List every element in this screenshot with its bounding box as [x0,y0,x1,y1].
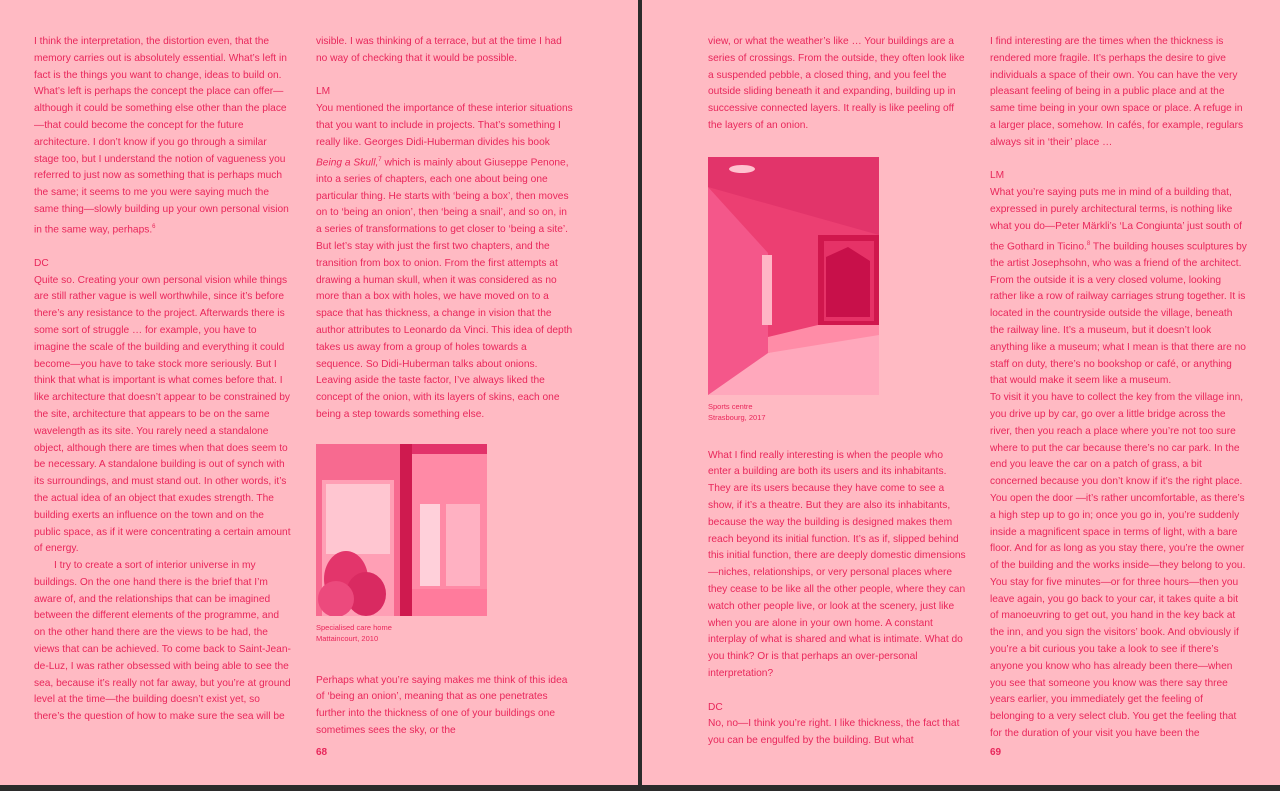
care-home-photo [316,444,487,616]
right-page [642,0,1280,785]
photo-caption: Sports centre [708,401,753,411]
left-column-1 [34,34,292,726]
left-page [0,0,638,785]
photo-caption: Specialised care home [316,622,392,632]
paragraph: I try to create a sort of interior universe in my buildings. On the one hand there is the brief that I’m aware of, and the relationships that can be imagined between the different elements of the programme, and on the other hand there are the views to be had, the views that can be achieved. To come back to Saint-Jean-de-Luz, I was rather obsessed with being able to see the sea, because it’s really not far away, but you’re at ground level at the time—the building doesn’t exist yet, so there’s the question of how to make sure the sea will be [34,560,291,723]
speaker-label: DC [34,257,49,269]
paragraph: visible. I was thinking of a terrace, but at the time I had no way of checking that it would be possible. [316,36,562,64]
sports-centre-image [708,157,879,395]
paragraph: I find interesting are the times when the thickness is rendered more fragile. It’s perhaps the desire to give individuals a space of their own. You can have the very pleasant feeling of being in a public place and at the same time being in your own space or place. A refuge in a larger place, somehow. In cafés, for example, regulars always sit in ‘their’ place … [990,36,1244,148]
footnote-ref: 7 [378,156,382,163]
photo-caption: Strasbourg, 2017 [708,412,766,422]
paragraph: Perhaps what you’re saying makes me think of this idea of ‘being an onion’, meaning that as one penetrates further into the thickness of one of your buildings one sometimes sees the sky, or the [316,674,568,736]
paragraph: I think the interpretation, the distortion even, that the memory carries out is absolutely essential. What’s left in fact is the things you want to change, ideas to build on. What’s left is perhaps the concept the place can offer—although it could be something else other than the place—that could become the concept for the future architecture. I don’t know if you go through a similar stage too, but I understand the notion of vagueness you referred to just now as something that is perhaps much the same; it seems to me you were saying much the same thing—slowly building up your own personal vision in the same way, perhaps.$^6$ [34,36,289,236]
paragraph: view, or what the weather’s like … Your buildings are a series of crossings. From the outside, they often look like a suspended pebble, a closed thing, and you feel the outside sliding beneath it and expanding, building up in successive connected layers. It really is like peeling off the layers of an onion. [708,36,965,131]
speaker-label: DC [708,701,723,713]
page-number: 69 [990,747,1002,758]
paragraph: No, no—I think you’re right. I like thickness, the fact that you can be engulfed by the building. But what [708,718,960,747]
right-column-1 [708,34,966,750]
paragraph: What I find really interesting is when the people who enter a building are both its users and its inhabitants. They are its users because they have come to see a show, if it’s a theatre. But they are also its inhabitants, because the way the building is designed makes them reach beyond its initial function. It’s as if, slipped behind this initial function, there are deeply domestic dimensions—niches, relationships, or very personal places where they cease to be like all the other people, where they can watch other people live, or look at the scenery, just like when you are alone in your own home. A constant interplay of what is shared and what is intimate. What do you think? Or is that perhaps an over-personal interpretation? [708,449,966,679]
paragraph: To visit it you have to collect the key from the village inn, you drive up by car, go over a little bridge across the river, then you reach a place where you’re not too sure where to put the car because there’s no car park. In the end you leave the car on a patch of grass, a bit concerned because you don’t know if it’s the right place. You open the door —it’s rather uncomfortable, as there’s a high step up to go in; once you go in, you’re suddenly inside a magnificent space in terms of light, with a bare floor. And for as long as you stay there, you’re the owner of the building and the works inside—they belong to you. You stay for five minutes—or for three hours—then you leave again, you go back to your car, it takes quite a bit of manoeuvring to get out, you hand in the key back at the inn, and you sign the visitors’ book. And obviously if you’re a bit curious you take a look to see if there’s anyone you know who has already been there—when you see that someone you know was there say three years earlier, you immediately get the feeling of belonging to a very select club. You get the feeling that for the duration of your visit you have been the [990,392,1246,740]
photo-caption: Mattaincourt, 2010 [316,633,379,643]
paragraph: Quite so. Creating your own personal vision while things are still rather vague is well worthwhile, since it’s before there’s any resistance to the project. Afterwards there is some sort of struggle … for example, you have to imagine the scale of the building and everything it could become—you have to take stock more seriously. But I think that what is important is what comes before that. I like architecture that doesn’t appear to be constrained by the site, architecture that appears to be on the same wavelength as its site. You rarely need a standalone object, although there are times when that does seem to be necessary. A standalone building is out of synch with its surroundings, and must stand out. In other words, it’s the actual idea of an object that exudes strength. The building exerts an influence on the town and on the public space, as if it were concentrating a certain amount of energy. [34,274,291,555]
page-number: 68 [316,747,328,758]
care-home-image [316,444,487,616]
left-column-2 [316,34,574,740]
speaker-label: LM [990,170,1005,182]
paragraph: What you’re saying puts me in mind of a building that, expressed in purely architectural terms, is nothing like what you do—Peter Märkli’s ‘La Congiunta’ just south of the Gothard in Ticino.$^8$ The building houses sculptures by the artist Josephsohn, who was a friend of the architect. From the outside it is a very closed volume, looking rather like a row of railway carriages strung together. It is located in the countryside outside the village, beneath the railway line. It’s a museum, but it doesn’t look anything like a museum; what I mean is that there are no staff on duty, there’s no bookshop or café, or anything that would make it seem like a museum. [990,187,1247,387]
sports-centre-photo [708,157,879,395]
paragraph: You mentioned the importance of these interior situations that you want to include in projects. That’s something I really like. Georges Didi-Huberman divides his book Being a Skull,$^7$ which is mainly about Giuseppe Penone, into a series of chapters, each one about being one particular thing. He starts with ‘being a box’, then moves on to ‘being an onion’, then ‘being a snail’, and so on, in a series of transformations to get closer to ‘being a site’. But let’s stay with just the first two chapters, and the transition from box to onion. From the first attempts at drawing a human skull, when it was considered as no more than a box with holes, we have moved on to a space that has thickness, a change in vision that the author attributes to Leonardo da Vinci. This idea of depth takes us away from a group of holes towards a sequence. So Didi-Huberman talks about onions. Leaving aside the taste factor, I’ve always liked the concept of the onion, with its layers of skins, each one being a step towards something else. [316,103,573,420]
footnote-ref: 8 [1086,240,1091,247]
right-column-2 [990,34,1248,743]
book-title: Being a Skull, [316,156,379,168]
speaker-label: LM [316,86,331,98]
footnote-ref: 6 [152,223,156,230]
